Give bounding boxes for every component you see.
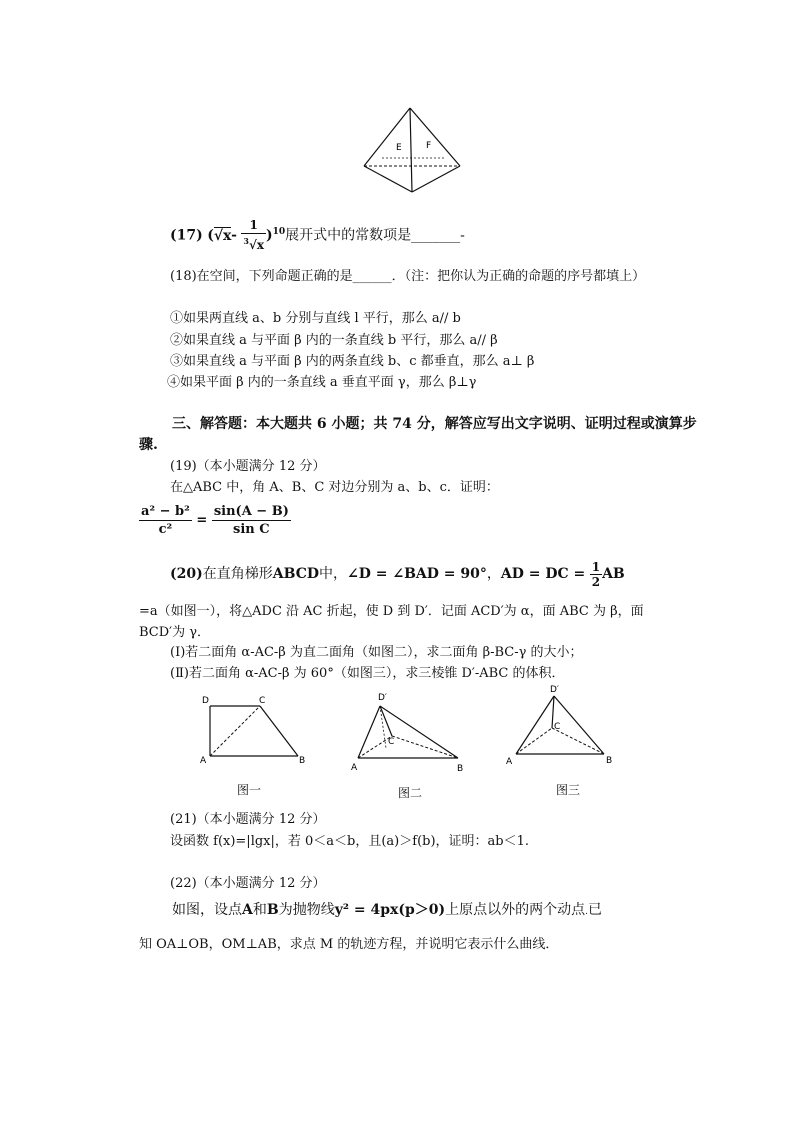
svg-text:A: A: [506, 757, 513, 767]
section-3-heading-cont: 骤.: [139, 437, 158, 453]
q17-number: (17): [170, 227, 203, 244]
q22-header: (22)（本小题满分 12 分）: [170, 876, 326, 891]
q20-number: (20): [170, 566, 203, 582]
svg-text:C: C: [554, 722, 561, 732]
figure-2-caption: 图二: [398, 786, 423, 800]
q20-part-2: (Ⅱ)若二面角 α-AC-β 为 60°（如图三），求三棱锥 D′-ABC 的体积．: [170, 666, 565, 681]
q19-header: (19)（本小题满分 12 分）: [170, 459, 326, 474]
q20-stem: (20)在直角梯形ABCD中，∠D = ∠BAD = 90°，AD = DC = $\frac{1}{2}$ AB: [170, 559, 625, 589]
q21-stem: 设函数 f(x)=|lgx|，若 0＜a＜b，且(a)＞f(b)，证明：ab＜1.: [170, 834, 530, 849]
question-17: (17) (√x- $\frac{1}{^3√x}$ )$^{10}$展开式中的常数项是_______-: [170, 218, 465, 253]
q22-line-2: 知 OA⊥OB，OM⊥AB，求点 M 的轨迹方程，并说明它表示什么曲线．: [139, 937, 559, 952]
q22-stem: 如图，设点A和B为抛物线y² = 4px(p＞0)上原点以外的两个动点.已: [172, 902, 602, 918]
q19-stem: 在△ABC 中，角 A、B、C 对边分别为 a、b、c．证明：: [170, 480, 499, 495]
point-e-label: E: [396, 143, 402, 153]
svg-text:C: C: [259, 696, 266, 706]
q17-blank: _______-: [411, 227, 465, 244]
svg-text:B: B: [606, 756, 613, 766]
q17-sqrt: √x: [213, 227, 232, 244]
figure-3: [500, 682, 626, 774]
q21-header: (21)（本小题满分 12 分）: [170, 812, 326, 827]
q18-item-2: ②如果直线 a 与平面 β 内的一条直线 b 平行，那么 a// β: [170, 333, 498, 348]
q20-line-2: =a（如图一），将△ADC 沿 AC 折起，使 D 到 D′．记面 ACD′为 α，面 ABC 为 β，面: [139, 604, 644, 619]
q19-identity: $\frac{\text{a² − b²}}{\text{c²}}$ = $\frac{\sin(A - B)}{\text{sin C}}$: [141, 504, 289, 537]
figure-1-caption: 图一: [237, 783, 262, 797]
q18-item-1: ①如果两直线 a、b 分别与直线 l 平行，那么 a// b: [170, 311, 461, 326]
svg-text:D′: D′: [550, 685, 559, 695]
figure-2: [346, 686, 472, 778]
svg-text:A: A: [351, 763, 358, 773]
q17-fraction: $\frac{1}{^3√x}$: [243, 218, 265, 253]
q17-text: 展开式中的常数项是: [285, 227, 412, 244]
svg-text:A: A: [200, 756, 207, 766]
svg-text:C: C: [388, 737, 395, 747]
figure-3-caption: 图三: [556, 783, 581, 797]
section-3-heading: 三、解答题：本大题共 6 小题；共 74 分，解答应写出文字说明、证明过程或演算步: [172, 416, 697, 432]
q20-part-1: (Ⅰ)若二面角 α-AC-β 为直二面角（如图二），求二面角 β-BC-γ 的大小；: [170, 645, 583, 660]
q18-item-4: ④如果平面 β 内的一条直线 a 垂直平面 γ，那么 β⊥γ: [167, 375, 477, 390]
svg-text:D: D: [202, 696, 209, 706]
q18-item-3: ③如果直线 a 与平面 β 内的两条直线 b、c 都垂直，那么 a⊥ β: [170, 354, 535, 369]
svg-text:D′: D′: [378, 693, 387, 703]
q18-stem: (18)在空间，下列命题正确的是______．（注：把你认为正确的命题的序号都填上）: [170, 269, 646, 284]
q20-line-3: BCD′为 γ．: [139, 625, 211, 640]
svg-text:B: B: [299, 756, 306, 766]
figure-1: [196, 692, 316, 774]
point-f-label: F: [426, 141, 432, 151]
tetrahedron-figure: [360, 104, 464, 196]
svg-text:B: B: [457, 764, 464, 774]
